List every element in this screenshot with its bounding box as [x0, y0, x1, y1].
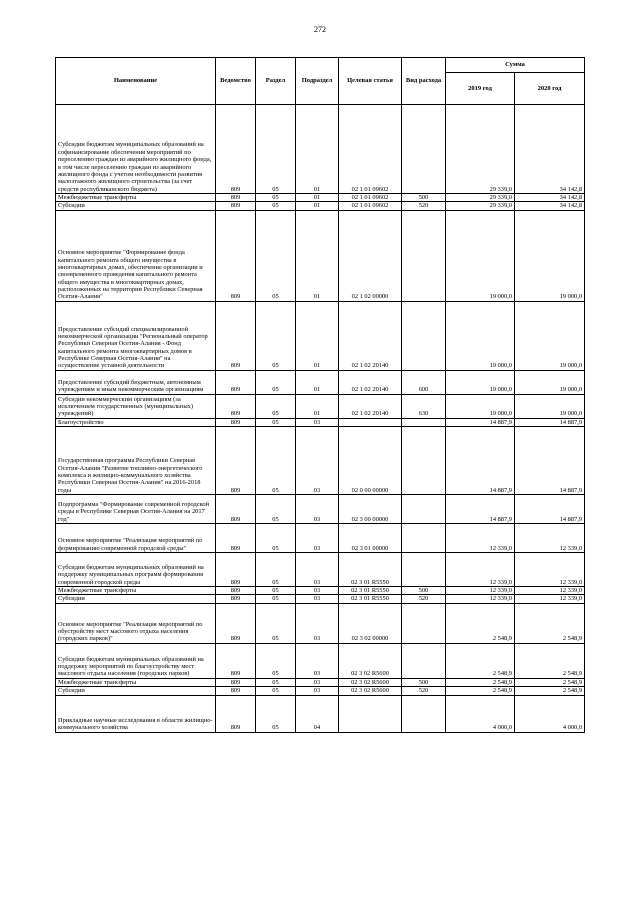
cell-sum-2019: 2 548,9 [446, 678, 515, 686]
table-row [56, 427, 585, 495]
cell-expense-type [402, 301, 446, 370]
cell-vedomstvo: 809 [216, 370, 256, 394]
cell-vedomstvo: 809 [216, 495, 256, 524]
table-row [56, 603, 585, 643]
cell-podrazdel: 01 [296, 202, 339, 210]
cell-vedomstvo: 809 [216, 202, 256, 210]
cell-podrazdel: 03 [296, 687, 339, 695]
cell-expense-type [402, 105, 446, 194]
cell-sum-2019: 29 339,0 [446, 202, 515, 210]
cell-sum-2020: 34 142,8 [515, 194, 585, 202]
cell-vedomstvo: 809 [216, 643, 256, 678]
cell-name: Межбюджетные трансферты [56, 678, 216, 686]
cell-razdel: 05 [256, 595, 296, 603]
cell-sum-2019: 14 887,9 [446, 495, 515, 524]
cell-sum-2020: 14 887,9 [515, 427, 585, 495]
cell-vedomstvo: 809 [216, 301, 256, 370]
cell-sum-2019: 12 339,0 [446, 524, 515, 553]
cell-razdel: 05 [256, 695, 296, 732]
table-row [56, 202, 585, 210]
table-row [56, 105, 585, 194]
cell-target: 02 1 01 09602 [339, 105, 402, 194]
cell-expense-type: 600 [402, 370, 446, 394]
cell-target: 02 1 01 09602 [339, 194, 402, 202]
cell-razdel: 05 [256, 418, 296, 426]
cell-sum-2019: 14 887,9 [446, 427, 515, 495]
table-row [56, 595, 585, 603]
cell-expense-type: 500 [402, 678, 446, 686]
table-row [56, 643, 585, 678]
cell-sum-2020: 2 548,9 [515, 603, 585, 643]
cell-name: Прикладные научные исследования в области жилищно-коммунального хозяйства [56, 695, 216, 732]
cell-razdel: 05 [256, 553, 296, 587]
cell-name: Основное мероприятие "Формирование фонда капитального ремонта общего имущества в многоквартирных домах, обеспечение организации и своевременного проведения капитального ремонта общего имущества в многоквартирных домах, расположенных на территории Республики Северная Осетия-Алания" [56, 210, 216, 301]
cell-razdel: 05 [256, 678, 296, 686]
cell-sum-2020: 12 339,0 [515, 524, 585, 553]
cell-target: 02 3 01 00000 [339, 524, 402, 553]
cell-podrazdel: 03 [296, 678, 339, 686]
cell-podrazdel: 01 [296, 301, 339, 370]
cell-podrazdel: 03 [296, 643, 339, 678]
cell-podrazdel: 03 [296, 595, 339, 603]
table-row [56, 194, 585, 202]
cell-razdel: 05 [256, 687, 296, 695]
cell-expense-type [402, 695, 446, 732]
cell-sum-2020: 12 339,0 [515, 587, 585, 595]
cell-razdel: 05 [256, 194, 296, 202]
table-row [56, 210, 585, 301]
cell-sum-2019: 19 000,0 [446, 394, 515, 418]
cell-razdel: 05 [256, 427, 296, 495]
cell-expense-type [402, 210, 446, 301]
cell-sum-2019: 29 339,0 [446, 105, 515, 194]
cell-name: Межбюджетные трансферты [56, 587, 216, 595]
cell-expense-type [402, 603, 446, 643]
cell-sum-2020: 34 142,8 [515, 202, 585, 210]
cell-name: Субсидии бюджетам муниципальных образований на поддержку муниципальных программ формирования современной городской среды [56, 553, 216, 587]
cell-expense-type: 520 [402, 202, 446, 210]
cell-sum-2020: 2 548,9 [515, 678, 585, 686]
cell-vedomstvo: 809 [216, 427, 256, 495]
cell-target: 02 3 02 R5600 [339, 687, 402, 695]
cell-sum-2020: 2 548,9 [515, 687, 585, 695]
page-number: 272 [314, 25, 326, 34]
cell-vedomstvo: 809 [216, 553, 256, 587]
cell-sum-2019: 4 000,0 [446, 695, 515, 732]
cell-razdel: 05 [256, 587, 296, 595]
cell-razdel: 05 [256, 603, 296, 643]
col-header-razdel: Раздел [256, 58, 296, 105]
cell-sum-2019: 19 000,0 [446, 210, 515, 301]
cell-sum-2019: 19 000,0 [446, 301, 515, 370]
cell-expense-type [402, 495, 446, 524]
cell-name: Основное мероприятие "Реализация мероприятий по обустройству мест массового отдыха населения (городских парков)" [56, 603, 216, 643]
cell-sum-2019: 12 339,0 [446, 553, 515, 587]
cell-name: Основное мероприятие "Реализация мероприятий по формированию современной городской среды" [56, 524, 216, 553]
table-body [56, 105, 585, 733]
cell-sum-2020: 19 000,0 [515, 301, 585, 370]
table-row [56, 394, 585, 418]
table-row [56, 587, 585, 595]
cell-target: 02 3 02 R5600 [339, 643, 402, 678]
cell-razdel: 05 [256, 370, 296, 394]
table-row [56, 418, 585, 426]
cell-name: Субсидии [56, 595, 216, 603]
col-header-expense-type: Вид расхода [402, 58, 446, 105]
cell-target: 02 3 01 R5550 [339, 587, 402, 595]
cell-target: 02 3 02 R5600 [339, 678, 402, 686]
cell-expense-type [402, 643, 446, 678]
cell-target: 02 1 02 20140 [339, 394, 402, 418]
cell-sum-2020: 12 339,0 [515, 595, 585, 603]
table-row [56, 301, 585, 370]
cell-podrazdel: 03 [296, 553, 339, 587]
cell-expense-type: 520 [402, 595, 446, 603]
cell-name: Субсидии [56, 202, 216, 210]
cell-podrazdel: 03 [296, 427, 339, 495]
col-header-name: Наименование [56, 58, 216, 105]
table-row [56, 370, 585, 394]
cell-vedomstvo: 809 [216, 105, 256, 194]
cell-expense-type [402, 427, 446, 495]
cell-name: Государственная программа Республики Северная Осетия-Алания "Развитие топливно-энергетического комплекса и жилищно-коммунального хозяйства Республики Северная Осетия-Алания" на 2016-2018 годы [56, 427, 216, 495]
cell-sum-2020: 19 000,0 [515, 370, 585, 394]
cell-sum-2019: 19 000,0 [446, 370, 515, 394]
cell-sum-2020: 34 142,8 [515, 105, 585, 194]
table-row [56, 495, 585, 524]
cell-podrazdel: 03 [296, 587, 339, 595]
cell-expense-type: 500 [402, 194, 446, 202]
cell-sum-2020: 19 000,0 [515, 394, 585, 418]
cell-razdel: 05 [256, 105, 296, 194]
cell-expense-type: 630 [402, 394, 446, 418]
cell-target: 02 3 01 R5550 [339, 553, 402, 587]
cell-target: 02 3 00 00000 [339, 495, 402, 524]
table-header [56, 58, 585, 105]
cell-target: 02 3 02 00000 [339, 603, 402, 643]
cell-target: 02 0 00 00000 [339, 427, 402, 495]
cell-podrazdel: 01 [296, 394, 339, 418]
table-row [56, 695, 585, 732]
cell-razdel: 05 [256, 301, 296, 370]
cell-sum-2020: 19 000,0 [515, 210, 585, 301]
cell-razdel: 05 [256, 643, 296, 678]
table-row [56, 687, 585, 695]
cell-target: 02 1 01 09602 [339, 202, 402, 210]
cell-name: Субсидии [56, 687, 216, 695]
cell-vedomstvo: 809 [216, 194, 256, 202]
cell-target: 02 1 02 20140 [339, 301, 402, 370]
cell-sum-2020: 12 339,0 [515, 553, 585, 587]
col-header-vedomstvo: Ведомство [216, 58, 256, 105]
cell-podrazdel: 03 [296, 524, 339, 553]
cell-name: Субсидии некоммерческим организациям (за исключением государственных (муниципальных) учреждений) [56, 394, 216, 418]
cell-sum-2019: 2 548,9 [446, 643, 515, 678]
col-header-year-2020: 2020 год [515, 73, 585, 105]
cell-sum-2019: 2 548,9 [446, 687, 515, 695]
cell-podrazdel: 04 [296, 695, 339, 732]
cell-vedomstvo: 809 [216, 603, 256, 643]
cell-razdel: 05 [256, 210, 296, 301]
cell-name: Предоставление субсидий специализированной некоммерческой организации "Региональный оператор Республики Северная Осетия-Алания - Фонд капитального ремонта многоквартирных домов в Республике Северная Осетия-Алания" на осуществление уставной деятельности [56, 301, 216, 370]
cell-target: 02 1 02 00000 [339, 210, 402, 301]
cell-name: Предоставление субсидий бюджетным, автономным учреждениям и иным некоммерческим организациям [56, 370, 216, 394]
cell-expense-type [402, 524, 446, 553]
cell-sum-2019: 14 887,9 [446, 418, 515, 426]
cell-sum-2020: 14 887,9 [515, 495, 585, 524]
cell-vedomstvo: 809 [216, 418, 256, 426]
cell-expense-type [402, 418, 446, 426]
cell-razdel: 05 [256, 394, 296, 418]
cell-vedomstvo: 809 [216, 678, 256, 686]
table-row [56, 553, 585, 587]
table-row [56, 678, 585, 686]
cell-sum-2020: 2 548,9 [515, 643, 585, 678]
cell-vedomstvo: 809 [216, 595, 256, 603]
cell-razdel: 05 [256, 524, 296, 553]
cell-razdel: 05 [256, 202, 296, 210]
cell-target: 02 1 02 20140 [339, 370, 402, 394]
cell-name: Подпрограмма "Формирование современной городской среды в Республике Северная Осетия-Алания на 2017 год" [56, 495, 216, 524]
cell-name: Субсидии бюджетам муниципальных образований на поддержку мероприятий по благоустройству мест массового отдыха населения (городских парков) [56, 643, 216, 678]
cell-podrazdel: 01 [296, 210, 339, 301]
cell-sum-2019: 29 339,0 [446, 194, 515, 202]
cell-vedomstvo: 809 [216, 524, 256, 553]
cell-podrazdel: 01 [296, 105, 339, 194]
table-row [56, 524, 585, 553]
cell-podrazdel: 01 [296, 194, 339, 202]
cell-sum-2019: 2 548,9 [446, 603, 515, 643]
cell-expense-type: 500 [402, 587, 446, 595]
cell-vedomstvo: 809 [216, 687, 256, 695]
cell-vedomstvo: 809 [216, 394, 256, 418]
col-header-target: Целевая статья [339, 58, 402, 105]
cell-sum-2019: 12 339,0 [446, 587, 515, 595]
cell-expense-type [402, 553, 446, 587]
cell-name: Межбюджетные трансферты [56, 194, 216, 202]
cell-vedomstvo: 809 [216, 587, 256, 595]
cell-sum-2020: 14 887,9 [515, 418, 585, 426]
col-header-sum: Сумма [446, 58, 585, 73]
cell-vedomstvo: 809 [216, 695, 256, 732]
cell-target [339, 418, 402, 426]
cell-vedomstvo: 809 [216, 210, 256, 301]
col-header-year-2019: 2019 год [446, 73, 515, 105]
cell-target: 02 3 01 R5550 [339, 595, 402, 603]
cell-razdel: 05 [256, 495, 296, 524]
cell-expense-type: 520 [402, 687, 446, 695]
cell-sum-2020: 4 000,0 [515, 695, 585, 732]
cell-name: Субсидии бюджетам муниципальных образований на софинансирование обеспечения мероприятий по переселению граждан из аварийного жилищного фонда, в том числе переселению граждан из аварийного жилищного фонда с учетом необходимости развития малоэтажного жилищного строительства (за счет средств республиканского бюджета) [56, 105, 216, 194]
cell-sum-2019: 12 339,0 [446, 595, 515, 603]
cell-target [339, 695, 402, 732]
cell-podrazdel: 01 [296, 370, 339, 394]
cell-podrazdel: 03 [296, 418, 339, 426]
cell-name: Благоустройство [56, 418, 216, 426]
budget-table [55, 57, 585, 733]
col-header-podrazdel: Подраздел [296, 58, 339, 105]
cell-podrazdel: 03 [296, 603, 339, 643]
cell-podrazdel: 03 [296, 495, 339, 524]
